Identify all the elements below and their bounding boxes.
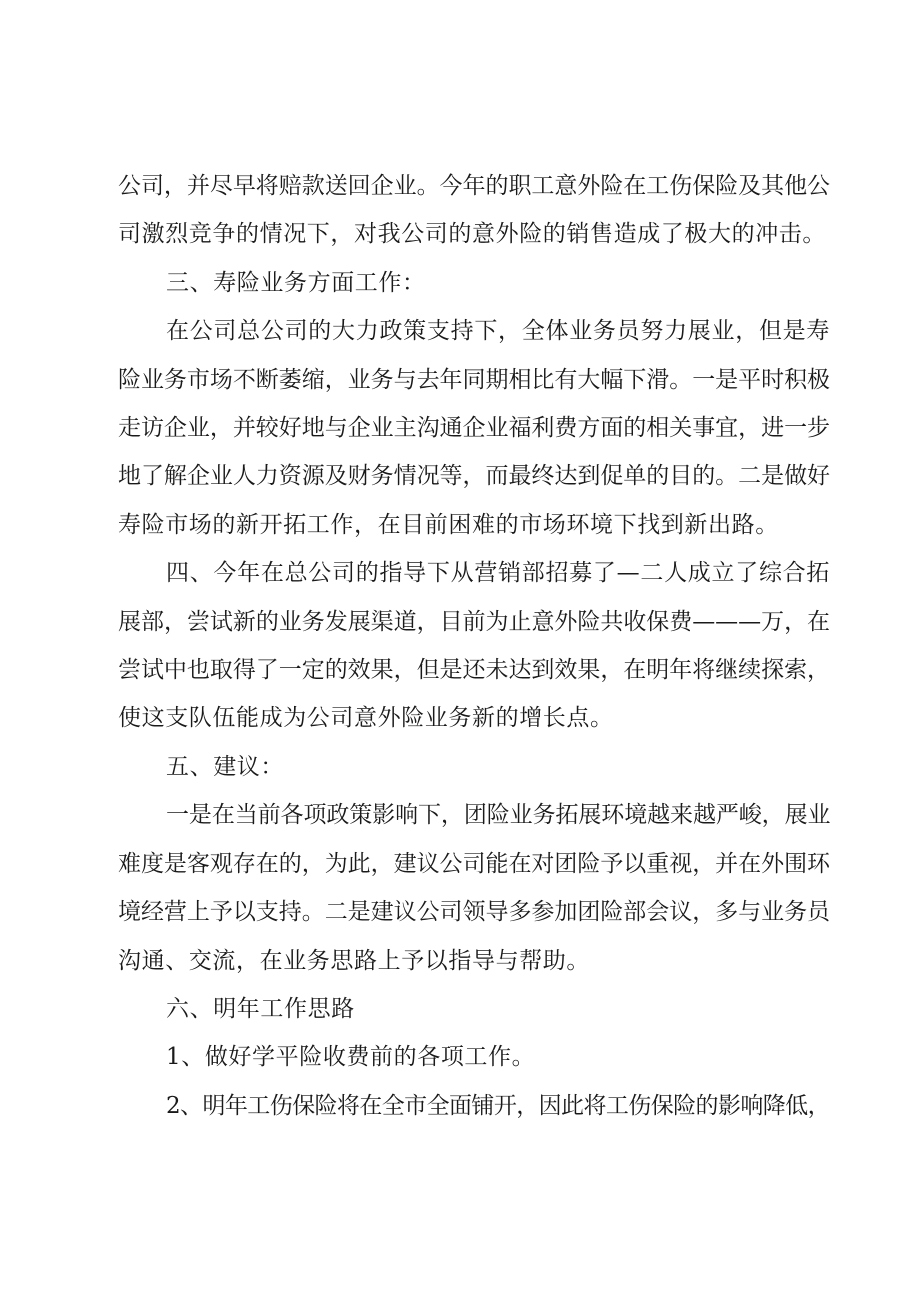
- paragraph-claims-accident: [118, 162, 830, 259]
- plan-item-1: [118, 1033, 830, 1081]
- paragraph-life-insurance: [118, 307, 830, 549]
- heading-suggestions: [118, 743, 830, 791]
- heading-next-year-plan: [118, 985, 830, 1033]
- document-body: [118, 162, 830, 1130]
- text-line: 难度是客观存在的，为此，建议公司能在对团险予以重视，并在外围环: [118, 850, 830, 877]
- text-line: 在公司总公司的大力政策支持下，全体业务员努力展业，但是寿: [166, 318, 830, 345]
- text-line: 险业务市场不断萎缩，业务与去年同期相比有大幅下滑。一是平时积极: [118, 366, 830, 393]
- text-line: 三、寿险业务方面工作：: [166, 269, 426, 296]
- text-line: 沟通、交流，在业务思路上予以指导与帮助。: [118, 947, 590, 974]
- text-line: 一是在当前各项政策影响下，团险业务拓展环境越来越严峻，展业: [166, 802, 831, 829]
- paragraph-suggestions: [118, 791, 830, 985]
- text-line: 使这支队伍能成为公司意外险业务新的增长点。: [118, 705, 614, 732]
- text-line: 地了解企业人力资源及财务情况等，而最终达到促单的目的。二是做好: [118, 463, 830, 490]
- text-line: 寿险市场的新开拓工作，在目前困难的市场环境下找到新出路。: [118, 511, 779, 538]
- heading-life-insurance: [118, 259, 830, 307]
- text-line: 五、建议：: [166, 753, 284, 780]
- text-line: 境经营上予以支持。二是建议公司领导多参加团险部会议，多与业务员: [118, 899, 830, 926]
- text-line: 展部，尝试新的业务发展渠道，目前为止意外险共收保费———万，在: [118, 608, 830, 635]
- text-line: 司激烈竞争的情况下，对我公司的意外险的销售造成了极大的冲击。: [118, 221, 826, 248]
- plan-item-2: [118, 1082, 830, 1130]
- text-line: 六、明年工作思路: [166, 995, 355, 1022]
- text-line: 尝试中也取得了一定的效果，但是还未达到效果，在明年将继续探索，: [118, 657, 830, 684]
- text-line: 公司，并尽早将赔款送回企业。今年的职工意外险在工伤保险及其他公: [118, 173, 830, 199]
- text-line: 1、做好学平险收费前的各项工作。: [166, 1044, 536, 1071]
- paragraph-new-department: [118, 549, 830, 743]
- text-line: 2、明年工伤保险将在全市全面铺开，因此将工伤保险的影响降低，: [166, 1092, 830, 1119]
- text-line: 走访企业，并较好地与企业主沟通企业福利费方面的相关事宜，进一步: [118, 415, 830, 442]
- text-line: 四、今年在总公司的指导下从营销部招募了—二人成立了综合拓: [166, 560, 830, 587]
